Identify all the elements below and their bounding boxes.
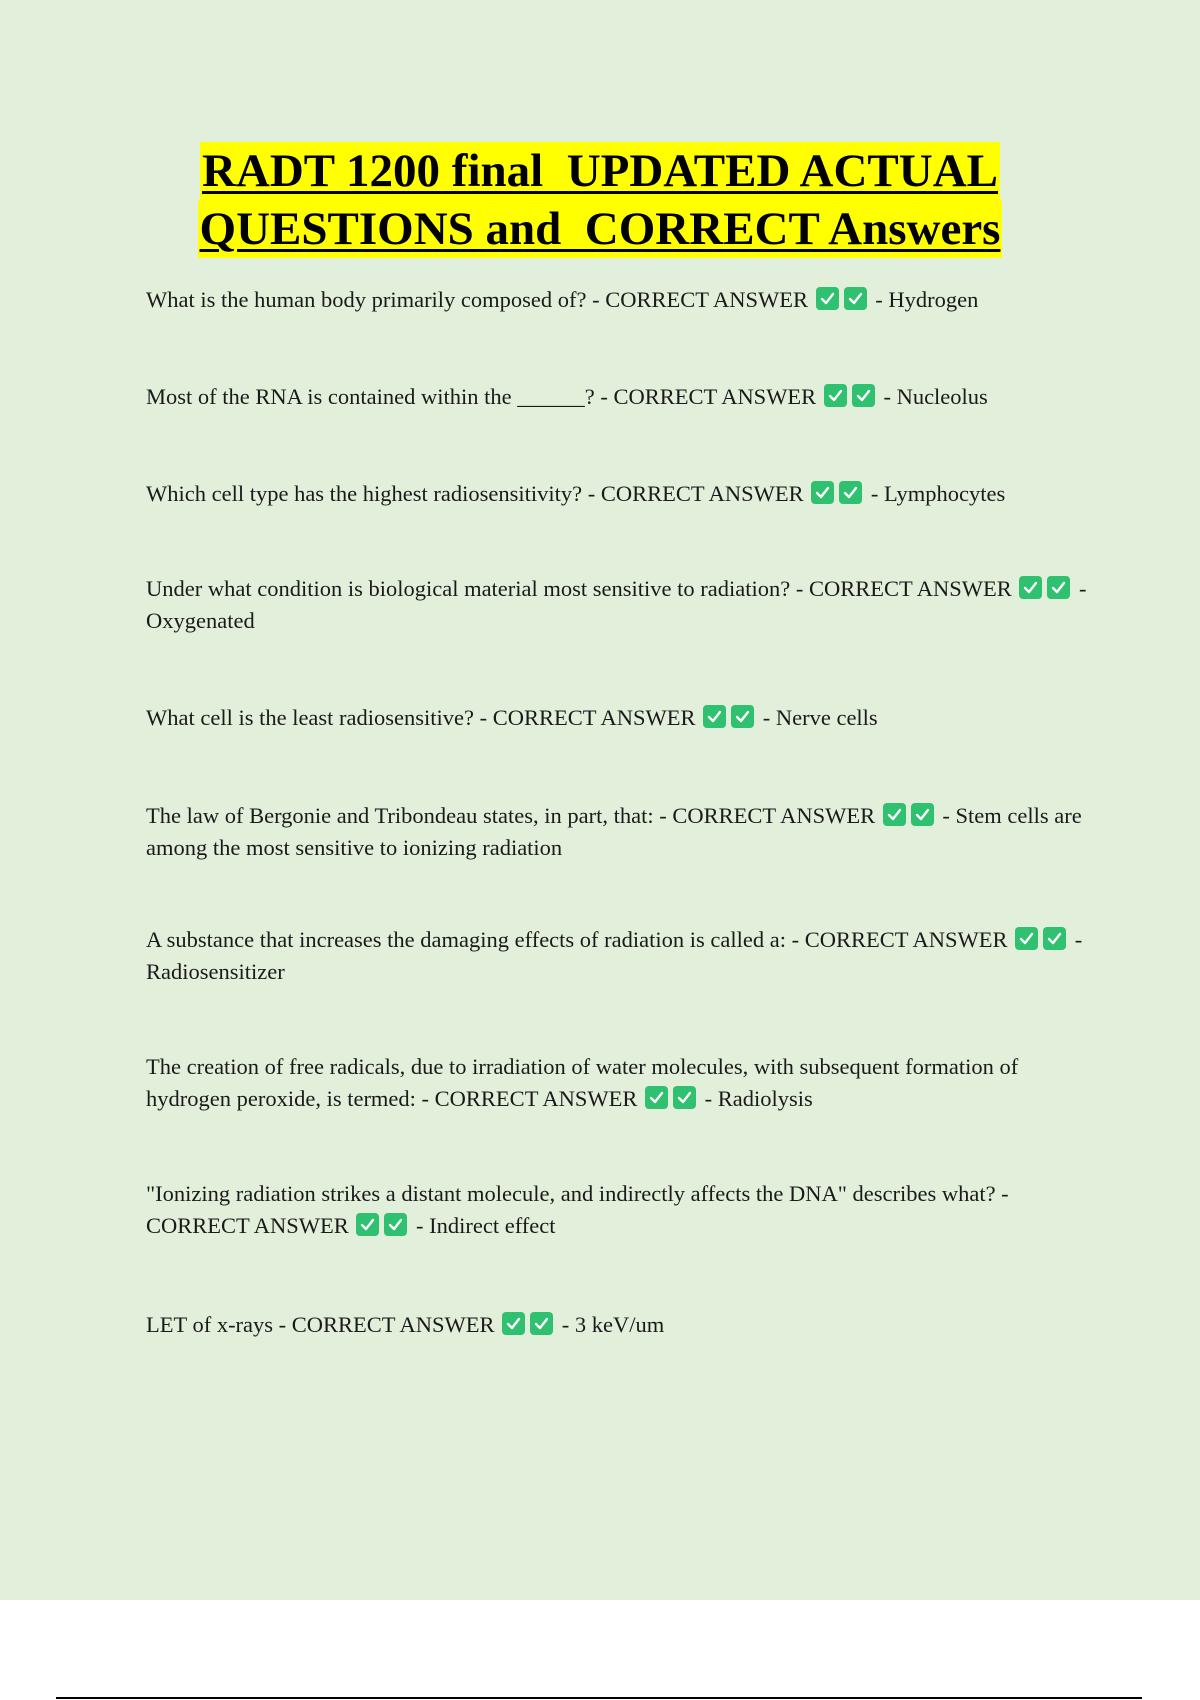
qa-item — [146, 800, 1096, 864]
question-text: Under what condition is biological material most sensitive to radiation? - CORRECT ANSWER — [146, 576, 1018, 601]
question-text: The creation of free radicals, due to irradiation of water molecules, with subsequent formation of hydrogen peroxide, is termed: - CORRECT ANSWER — [146, 1054, 1019, 1111]
green-checkmark-icon — [384, 1213, 407, 1236]
green-checkmark-icon — [645, 1086, 668, 1109]
green-checkmark-icon — [852, 384, 875, 407]
green-checkmark-icon — [883, 803, 906, 826]
qa-item — [146, 381, 1096, 413]
answer-text: - Lymphocytes — [865, 481, 1006, 506]
question-text: Which cell type has the highest radiosensitivity? - CORRECT ANSWER — [146, 481, 810, 506]
answer-text: - Indirect effect — [410, 1213, 556, 1238]
qa-item — [146, 478, 1096, 510]
document-title — [0, 142, 1200, 258]
qa-item — [146, 924, 1096, 988]
answer-text: - Radiolysis — [699, 1086, 813, 1111]
question-text: The law of Bergonie and Tribondeau states, in part, that: - CORRECT ANSWER — [146, 803, 881, 828]
question-text: What cell is the least radiosensitive? - CORRECT ANSWER — [146, 705, 702, 730]
green-checkmark-icon — [816, 287, 839, 310]
footer-divider — [56, 1697, 1142, 1699]
green-checkmark-icon — [824, 384, 847, 407]
green-checkmark-icon — [911, 803, 934, 826]
answer-text: - Stem cells are among the most sensitive to ionizing radiation — [146, 803, 1082, 860]
green-checkmark-icon — [811, 481, 834, 504]
qa-item — [146, 1178, 1096, 1242]
green-checkmark-icon — [1015, 927, 1038, 950]
answer-text: - Nucleolus — [877, 384, 988, 409]
qa-item — [146, 573, 1096, 637]
green-checkmark-icon — [502, 1312, 525, 1335]
answer-text: - Nerve cells — [757, 705, 878, 730]
qa-item — [146, 702, 1096, 734]
question-text: LET of x-rays - CORRECT ANSWER — [146, 1312, 501, 1337]
qa-item — [146, 1051, 1096, 1115]
green-checkmark-icon — [673, 1086, 696, 1109]
green-checkmark-icon — [356, 1213, 379, 1236]
question-text: What is the human body primarily composed of? - CORRECT ANSWER — [146, 287, 814, 312]
green-checkmark-icon — [530, 1312, 553, 1335]
green-checkmark-icon — [1047, 576, 1070, 599]
answer-text: - 3 keV/um — [556, 1312, 665, 1337]
qa-item — [146, 284, 1096, 316]
green-checkmark-icon — [703, 705, 726, 728]
question-text: "Ionizing radiation strikes a distant molecule, and indirectly affects the DNA" describes what? - CORRECT ANSWER — [146, 1181, 1009, 1238]
answer-text: - Oxygenated — [146, 576, 1087, 633]
title-line-2: QUESTIONS and CORRECT Answers — [198, 200, 1003, 258]
green-checkmark-icon — [839, 481, 862, 504]
green-checkmark-icon — [731, 705, 754, 728]
green-checkmark-icon — [844, 287, 867, 310]
title-line-1: RADT 1200 final UPDATED ACTUAL — [200, 142, 1000, 200]
question-text: Most of the RNA is contained within the ______? - CORRECT ANSWER — [146, 384, 822, 409]
answer-text: - Hydrogen — [869, 287, 979, 312]
question-text: A substance that increases the damaging effects of radiation is called a: - CORRECT ANSWER — [146, 927, 1014, 952]
green-checkmark-icon — [1019, 576, 1042, 599]
answer-text: - Radiosensitizer — [146, 927, 1083, 984]
qa-item — [146, 1309, 1096, 1341]
green-checkmark-icon — [1043, 927, 1066, 950]
